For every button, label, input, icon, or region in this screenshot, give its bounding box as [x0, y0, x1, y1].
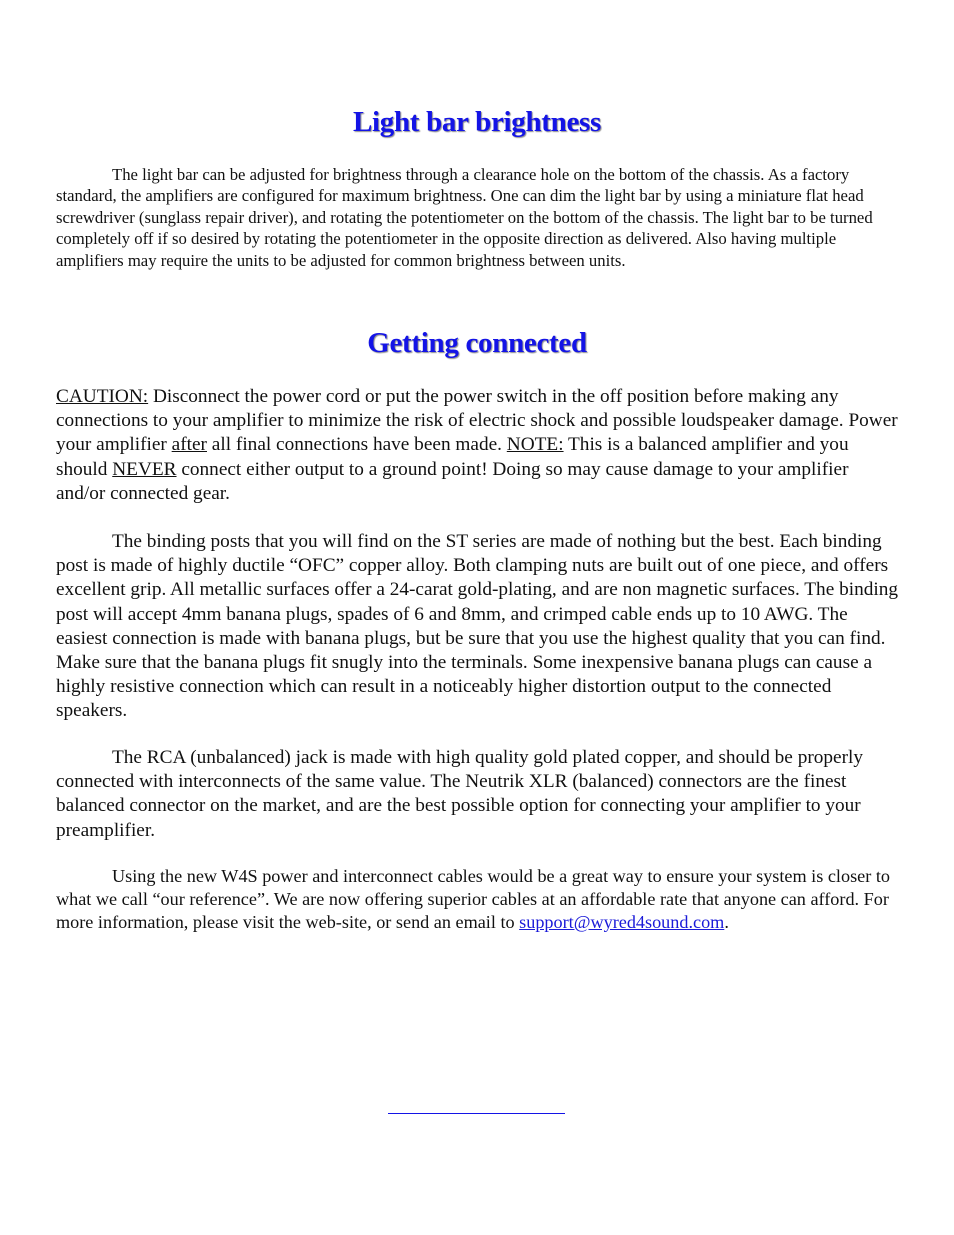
- caution-text-1: Disconnect the power cord or put the power switch in the off position before making any connections to your amplifier to minimize the risk of electric shock and possible loudspeaker damage. Power your amplifier: [56, 386, 898, 456]
- note-label: NOTE:: [506, 434, 564, 456]
- emphasis-never: NEVER: [112, 458, 177, 480]
- cables-paragraph: [56, 865, 898, 934]
- section-title-getting-connected: Getting connected: [367, 327, 587, 359]
- emphasis-after: after: [171, 434, 207, 456]
- caution-text-4: connect either output to a ground point! Doing so may cause damage to your amplifier and/or connected gear.: [56, 458, 849, 504]
- rca-paragraph: [56, 746, 898, 843]
- section-title-light-bar-brightness: Light bar brightness: [352, 106, 602, 138]
- binding-posts-paragraph: [56, 530, 898, 724]
- brightness-text: The light bar can be adjusted for brightness through a clearance hole on the bottom of the chassis. As a factory standard, the amplifiers are configured for maximum brightness. One can dim the light bar by using a miniature flat head screwdriver (sunglass repair driver), and rotating the potentiometer on the bottom of the chassis. The light bar to be turned completely off if so desired by rotating the potentiometer in the opposite direction as delivered. Also having multiple amplifiers may require the units to be adjusted for common brightness between units.: [56, 165, 873, 270]
- support-email-link[interactable]: support@wyred4sound.com: [519, 912, 725, 932]
- caution-label: CAUTION:: [56, 386, 149, 407]
- caution-text-2: all final connections have been made.: [206, 434, 507, 456]
- caution-text-3: This is a balanced amplifier and you should: [56, 434, 849, 480]
- rca-text: The RCA (unbalanced) jack is made with high quality gold plated copper, and should be properly connected with interconnects of the same value. The Neutrik XLR (balanced) connectors are the finest balanced connector on the market, and are the best possible option for connecting your amplifier to your preamplifier.: [56, 747, 864, 841]
- cables-end: .: [724, 912, 729, 932]
- brightness-paragraph: [56, 164, 898, 271]
- footer-divider: [388, 1113, 565, 1114]
- caution-paragraph: [56, 385, 898, 506]
- cables-text: Using the new W4S power and interconnect cables would be a great way to ensure your system is closer to what we call “our reference”. We are now offering superior cables at an affordable rate that anyone can afford. For more information, please visit the web-site, or send an email to: [56, 866, 890, 932]
- binding-posts-text: The binding posts that you will find on the ST series are made of nothing but the best. Each binding post is made of highly ductile “OFC” copper alloy. Both clamping nuts are built out of one piece, and offers excellent grip. All metallic surfaces offer a 24-carat gold-plating, and are non magnetic surfaces. The binding post will accept 4mm banana plugs, spades of 6 and 8mm, and crimped cable ends up to 10 AWG. The easiest connection is made with banana plugs, but be sure that you use the highest quality that you can find. Make sure that the banana plugs fit snugly into the terminals. Some inexpensive banana plugs can cause a highly resistive connection which can result in a noticeably higher distortion output to the connected speakers.: [56, 531, 898, 722]
